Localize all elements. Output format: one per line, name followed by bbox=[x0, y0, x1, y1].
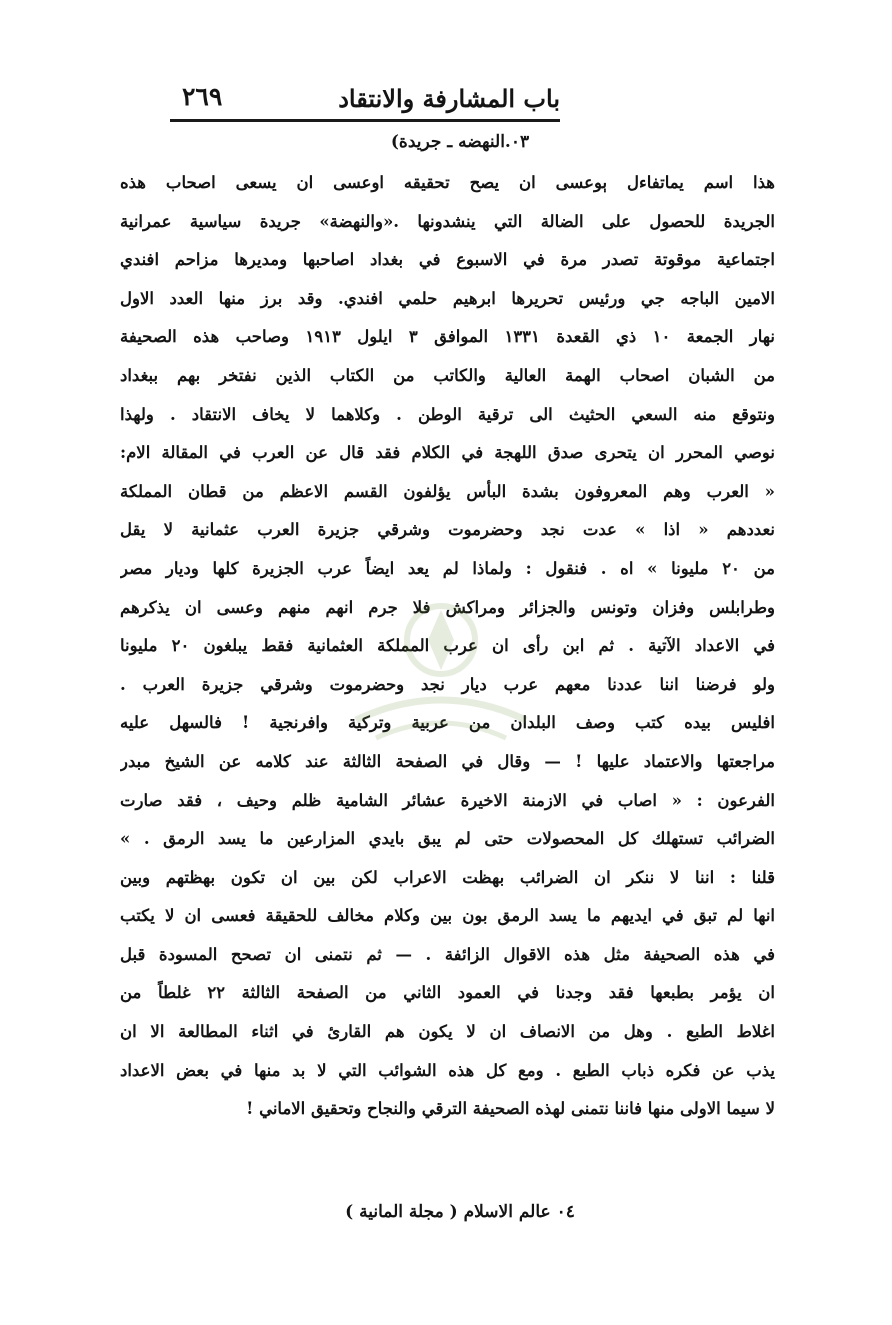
page-header bbox=[168, 78, 560, 122]
header-rule bbox=[170, 119, 560, 122]
text-line: في الاعداد الآتية . ثم ابن رأى ان عرب المملكة العثمانية فقط يبلغون ٢٠ مليونا bbox=[120, 636, 775, 656]
text-line: يذب عن فكره ذباب الطبع . ومع كل هذه الشوائب التي لا بد منها في بعض الاعداد bbox=[120, 1060, 775, 1080]
text-line: اجتماعية موقوتة تصدر مرة في الاسبوع في بغداد اصاحبها ومديرها مزاحم افندي bbox=[120, 250, 775, 270]
text-line: في هذه الصحيفة مثل هذه الاقوال الزائفة . — ثم نتمنى ان تصحح المسودة قبل bbox=[120, 944, 775, 964]
text-line: نعددهم « اذا » عدت نجد وحضرموت وشرقي جزيرة العرب عثمانية لا يقل bbox=[120, 520, 775, 540]
text-line: هذا اسم يماتفاءل ٻوعسى ان يصح تحقيقه اوعسى ان يسعى اصحاب هذه bbox=[120, 173, 775, 192]
text-line: قلنا : اننا لا ننكر ان الضرائب بهظت الاعراب لكن بين ان تكون بهظتهم وبين bbox=[120, 867, 775, 887]
text-line: ونتوقع منه السعي الحثيث الى ترقية الوطن . وكلاهما لا يخاف الانتقاد . ولهذا bbox=[120, 404, 775, 424]
text-line: مراجعتها والاعتماد عليها ! — وقال في الصفحة الثالثة عند كلامه عن الشيخ مبدر bbox=[120, 751, 775, 771]
text-line: انها لم تبق في ايديهم ما يسد الرمق بون بين وكلام مخالف للحقيقة فعسى ان لا يكتب bbox=[120, 906, 775, 926]
text-line: من الشبان اصحاب الهمة العالية والكاتب من الكتاب الذين نفتخر بهم ببغداد bbox=[120, 365, 775, 385]
section-heading: ٠٣.النهضه ـ جريدة) bbox=[390, 132, 530, 152]
text-line: الجريدة للحصول على الضالة التي ينشدونها .«والنهضة» جريدة سياسية عمرانية bbox=[120, 211, 775, 231]
text-line: « العرب وهم المعروفون بشدة البأس يؤلفون القسم الاعظم من قطان المملكة bbox=[120, 481, 775, 501]
text-line: افليس بيده كتب وصف البلدان من عربية وتركية وافرنجية ! فالسهل عليه bbox=[120, 713, 775, 733]
text-line: نهار الجمعة ١٠ ذي القعدة ١٣٣١ الموافق ٣ ايلول ١٩١٣ وصاحب هذه الصحيفة bbox=[120, 327, 775, 347]
running-title: باب المشارفة والانتقاد bbox=[338, 84, 560, 113]
page-number: ٢٦٩ bbox=[182, 82, 223, 111]
text-line: الضرائب تستهلك كل المحصولات حتى لم يبق بايدي المزارعين ما يسد الرمق . » bbox=[120, 829, 775, 849]
text-line: الفرعون : « اصاب في الازمنة الاخيرة عشائر الشامية ظلم وحيف ، فقد صارت bbox=[120, 790, 775, 810]
text-line: وطرابلس وفزان وتونس والجزائر ومراكش فلا جرم انهم منهم وعسى ان يذكرهم bbox=[120, 597, 775, 617]
text-line: نوصي المحرر ان يتحرى صدق اللهجة في الكلام فقد قال عن العرب في المقالة الام: bbox=[120, 443, 775, 463]
article-body bbox=[120, 164, 775, 1129]
text-line: ان يؤمر بطبعها فقد وجدنا في العمود الثاني من الصفحة الثالثة ٢٢ غلطاً من bbox=[120, 983, 775, 1003]
text-line: من ٢٠ مليونا » اه . فنقول : ولماذا لم يعد ايضاً عرب الجزيرة كلها وديار مصر bbox=[120, 558, 775, 578]
text-line: اغلاط الطبع . وهل من الانصاف ان لا يكون هم القارئ في اثناء المطالعة الا ان bbox=[120, 1022, 775, 1042]
next-section-heading: ٠٤ عالم الاسلام ( مجلة المانية ) bbox=[345, 1202, 575, 1222]
text-line: الامين الباجه جي ورئيس تحريرها ابرهيم حلمي افندي. وقد برز منها العدد الاول bbox=[120, 288, 775, 308]
text-line: ولو فرضنا اننا عددنا معهم عرب ديار نجد وحضرموت وشرقي جزيرة العرب . bbox=[120, 674, 775, 694]
text-line: لا سيما الاولى منها فاننا نتمنى لهذه الصحيفة الترقي والنجاح وتحقيق الاماني ! bbox=[246, 1099, 775, 1119]
